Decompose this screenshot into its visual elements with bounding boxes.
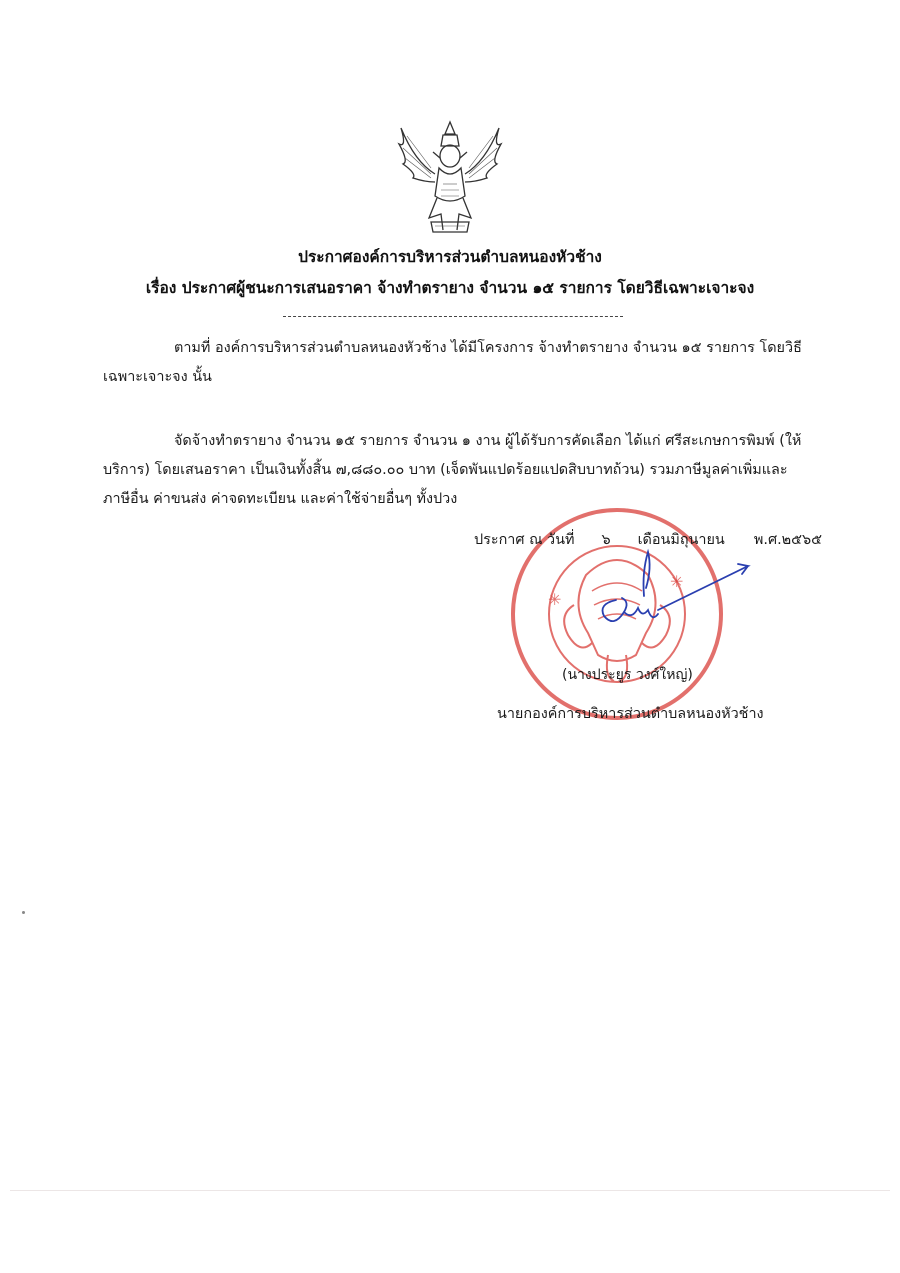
signer-position: นายกองค์การบริหารส่วนตำบลหนองหัวช้าง [497,706,764,722]
page-bottom-edge [10,1190,890,1191]
announcement-year: พ.ศ.๒๕๖๕ [753,532,823,548]
svg-text:✳: ✳ [548,590,562,609]
subject-line: เรื่อง ประกาศผู้ชนะการเสนอราคา จ้างทำตรายาง จำนวน ๑๕ รายการ โดยวิธีเฉพาะเจาะจง [145,279,755,297]
announcement-prefix: ประกาศ ณ วันที่ [474,532,575,548]
svg-text:✳: ✳ [670,572,684,591]
announcement-month: เดือนมิถุนายน [637,532,725,548]
divider [283,316,623,317]
handwritten-signature [588,548,758,638]
paragraph-1: ตามที่ องค์การบริหารส่วนตำบลหนองหัวช้าง ได้มีโครงการ จ้างทำตรายาง จำนวน ๑๕ รายการ โดยวิธีเฉพาะเจาะจง นั้น [103,340,802,385]
scan-speck [22,911,25,914]
signer-name: (นางประยูร วงศ์ใหญ่) [562,667,693,683]
paragraph-2: จัดจ้างทำตรายาง จำนวน ๑๕ รายการ จำนวน ๑ งาน ผู้ได้รับการคัดเลือก ได้แก่ ศรีสะเกษการพิมพ์ (ให้บริการ) โดยเสนอราคา เป็นเงินทั้งสิ้น ๗,๘๘๐.๐๐ บาท (เจ็ดพันแปดร้อยแปดสิบบาทถ้วน) รวมภาษีมูลค่าเพิ่มและภาษีอื่น ค่าขนส่ง ค่าจดทะเบียน และค่าใช้จ่ายอื่นๆ ทั้งปวง [103,433,802,507]
announcement-day: ๖ [601,532,611,548]
garuda-emblem-icon [391,118,509,236]
org-title: ประกาศองค์การบริหารส่วนตำบลหนองหัวช้าง [298,248,602,266]
